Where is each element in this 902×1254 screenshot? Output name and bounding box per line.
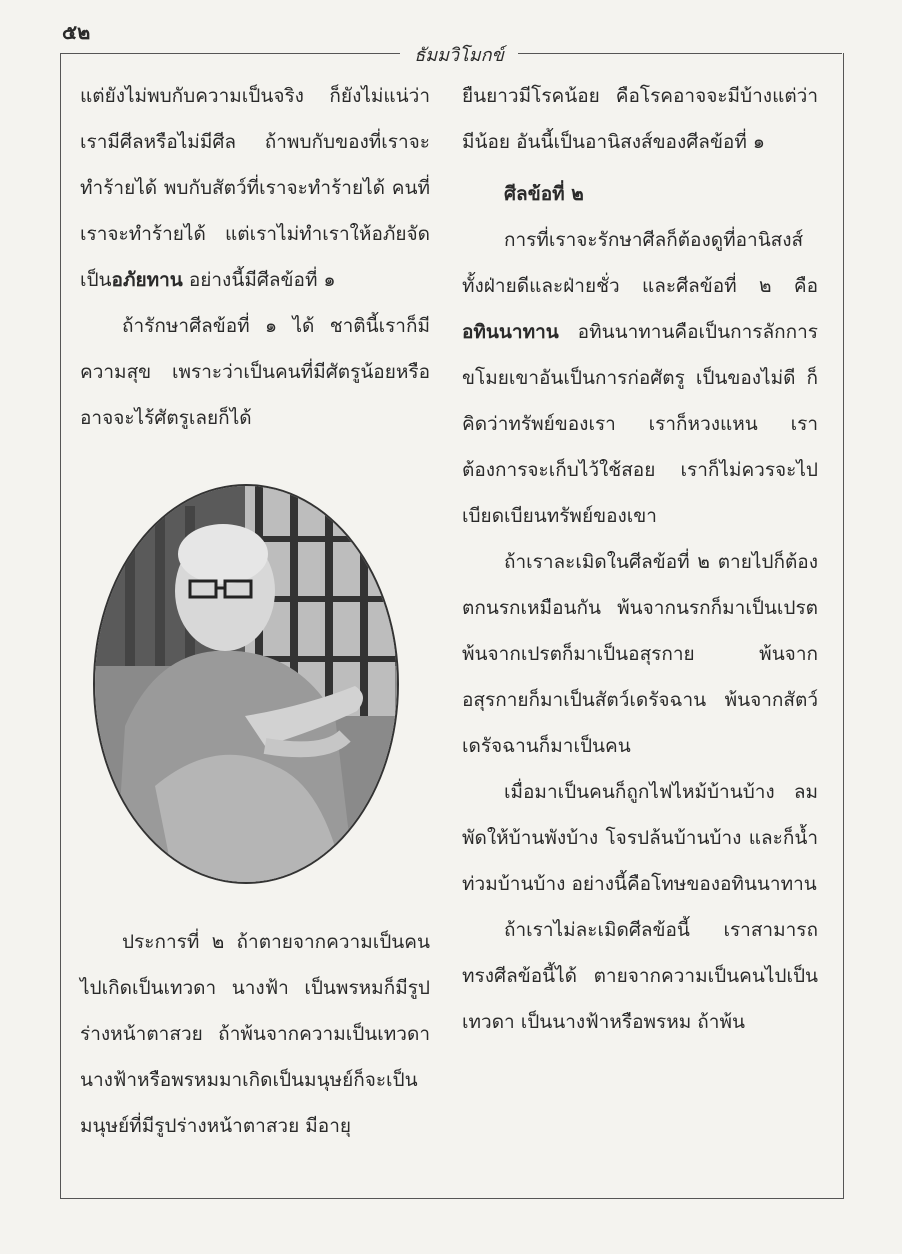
paragraph-text: การที่เราจะรักษาศีลก็ต้องดูที่อานิสงส์ทั้งฝ่ายดีและฝ่ายชั่ว และศีลข้อที่ ๒ คือ [462,229,818,297]
section-heading: ศีลข้อที่ ๒ [504,183,584,205]
frame-top-rule-right [518,53,842,54]
left-column-top [80,73,430,441]
paragraph-text: อย่างนี้มีศีลข้อที่ ๑ [182,269,336,291]
right-column [462,73,818,1045]
paragraph [462,217,818,539]
left-column-bottom [80,919,430,1149]
paragraph: ถ้าเราไม่ละเมิดศีลข้อนี้ เราสามารถทรงศีลข้อนี้ได้ ตายจากความเป็นคนไปเป็นเทวดา เป็นนางฟ้าหรือพรหม ถ้าพ้น [462,919,818,1033]
paragraph: ประการที่ ๒ ถ้าตายจากความเป็นคน ไปเกิดเป็นเทวดา นางฟ้า เป็นพรหมก็มีรูปร่างหน้าตาสวย ถ้าพ้นจากความเป็นเทวดา นางฟ้าหรือพรหมมาเกิดเป็นมนุษย์ก็จะเป็นมนุษย์ที่มีรูปร่างหน้าตาสวย มีอายุ [80,931,430,1137]
bold-term: อทินนาทาน [462,321,559,343]
page-number: ๕๒ [62,20,91,44]
paragraph: เมื่อมาเป็นคนก็ถูกไฟไหม้บ้านบ้าง ลมพัดให้บ้านพังบ้าง โจรปล้นบ้านบ้าง และก็น้ำท่วมบ้านบ้าง อย่างนี้คือโทษของอทินนาทาน [462,781,818,895]
running-header: ธัมมวิโมกข์ [414,45,504,66]
paragraph: ถ้ารักษาศีลข้อที่ ๑ ได้ ชาตินี้เราก็มีความสุข เพราะว่าเป็นคนที่มีศัตรูน้อยหรืออาจจะไร้ศัตรูเลยก็ได้ [80,315,430,429]
monk-portrait-photo [93,484,399,884]
bold-term: อภัยทาน [111,269,183,291]
paragraph [80,73,430,303]
monk-portrait-image [95,486,399,884]
paragraph-text: อทินนาทานคือเป็นการลักการขโมยเขาอันเป็นการก่อศัตรู เป็นของไม่ดี ก็คิดว่าทรัพย์ของเรา เราก็หวงแหน เราต้องการจะเก็บไว้ใช้สอย เราก็ไม่ควรจะไปเบียดเบียนทรัพย์ของเขา [462,321,818,527]
frame-top-rule-left [60,53,400,54]
paragraph: ถ้าเราละเมิดในศีลข้อที่ ๒ ตายไปก็ต้องตกนรกเหมือนกัน พ้นจากนรกก็มาเป็นเปรต พ้นจากเปรตก็มาเป็นอสุรกาย พ้นจากอสุรกายก็มาเป็นสัตว์เดรัจฉาน พ้นจากสัตว์เดรัจฉานก็มาเป็นคน [462,551,818,757]
paragraph-text: แต่ยังไม่พบกับความเป็นจริง ก็ยังไม่แน่ว่าเรามีศีลหรือไม่มีศีล ถ้าพบกับของที่เราจะทำร้ายได้ พบกับสัตว์ที่เราจะทำร้ายได้ คนที่เราจะทำร้ายได้ แต่เราไม่ทำเราให้อภัยจัดเป็น [80,85,430,291]
paragraph: ยืนยาวมีโรคน้อย คือโรคอาจจะมีบ้างแต่ว่ามีน้อย อันนี้เป็นอานิสงส์ของศีลข้อที่ ๑ [462,85,818,153]
